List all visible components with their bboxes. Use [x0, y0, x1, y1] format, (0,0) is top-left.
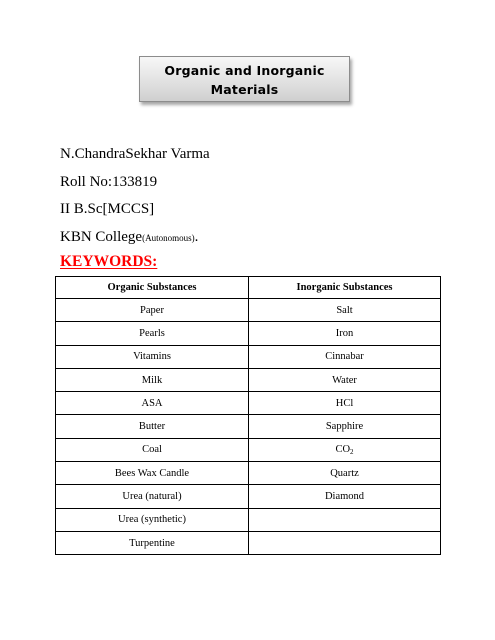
table-row — [56, 438, 441, 461]
course-name: II B.Sc[MCCS] — [60, 201, 155, 217]
organic-cell: Butter — [56, 415, 249, 438]
substances-table — [55, 276, 441, 555]
organic-cell: Paper — [56, 299, 249, 322]
inorganic-cell: Diamond — [249, 485, 441, 508]
inorganic-cell: Water — [249, 368, 441, 391]
table-row — [56, 368, 441, 391]
header-organic: Organic Substances — [56, 277, 249, 299]
inorganic-cell: HCl — [249, 392, 441, 415]
inorganic-cell: Quartz — [249, 462, 441, 485]
table-row — [56, 485, 441, 508]
inorganic-cell: Salt — [249, 299, 441, 322]
table-row — [56, 345, 441, 368]
organic-cell: Turpentine — [56, 531, 249, 554]
table-row — [56, 462, 441, 485]
header-inorganic: Inorganic Substances — [249, 277, 441, 299]
table-row — [56, 322, 441, 345]
inorganic-cell: Cinnabar — [249, 345, 441, 368]
table-row — [56, 415, 441, 438]
table-row — [56, 531, 441, 554]
table-row — [56, 392, 441, 415]
roll-number: Roll No:133819 — [60, 174, 158, 190]
organic-cell: Milk — [56, 368, 249, 391]
organic-cell: Pearls — [56, 322, 249, 345]
title-line-1: Organic and Inorganic — [164, 63, 325, 78]
college-note: (Autonomous) — [142, 233, 195, 243]
inorganic-cell — [249, 531, 441, 554]
college-line — [60, 228, 198, 247]
college-suffix: . — [194, 229, 199, 245]
formula-subscript: 2 — [350, 447, 354, 456]
inorganic-cell: Sapphire — [249, 415, 441, 438]
inorganic-cell-formula — [249, 438, 441, 461]
organic-cell: ASA — [56, 392, 249, 415]
college-name: KBN College — [60, 229, 143, 245]
author-name: N.ChandraSekhar Varma — [60, 146, 210, 162]
organic-cell: Urea (natural) — [56, 485, 249, 508]
organic-cell: Vitamins — [56, 345, 249, 368]
table-row — [56, 299, 441, 322]
document-title — [139, 56, 350, 102]
table-header-row — [56, 277, 441, 299]
table-row — [56, 508, 441, 531]
organic-cell: Bees Wax Candle — [56, 462, 249, 485]
co2-formula: $CO_2$ — [335, 443, 354, 456]
inorganic-cell — [249, 508, 441, 531]
organic-cell: Coal — [56, 438, 249, 461]
title-line-2: Materials — [210, 82, 279, 97]
keywords-heading: KEYWORDS: — [60, 253, 158, 270]
organic-cell: Urea (synthetic) — [56, 508, 249, 531]
inorganic-cell: Iron — [249, 322, 441, 345]
